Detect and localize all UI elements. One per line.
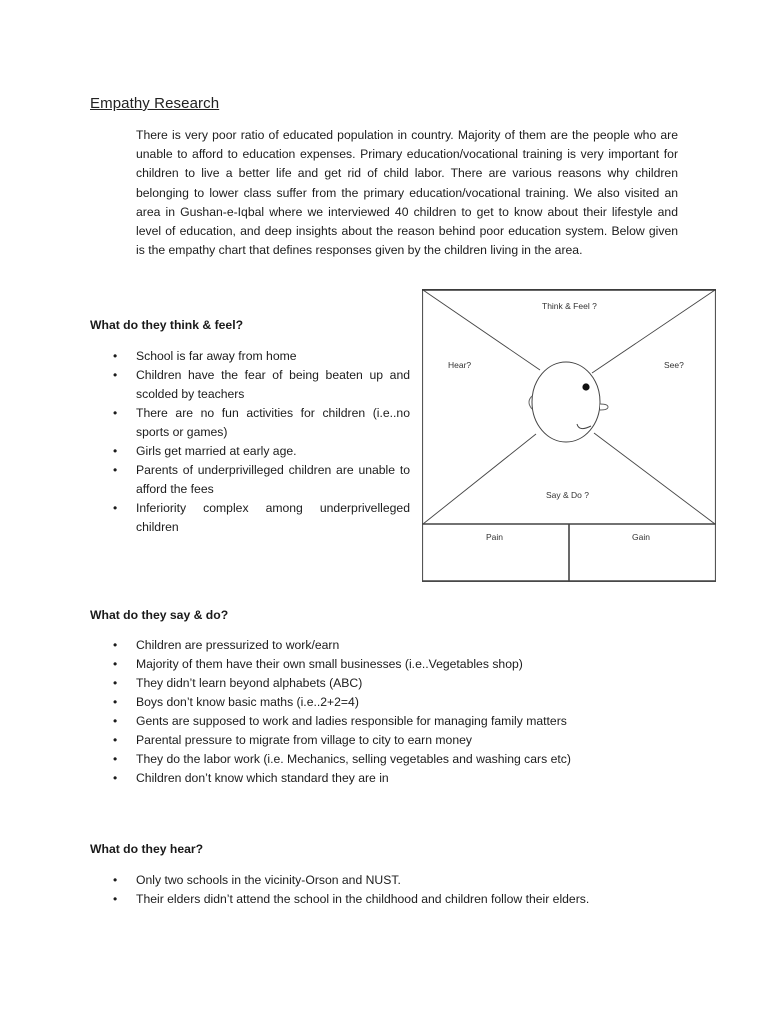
list-item (0, 636, 700, 655)
list-item-text: Children have the fear of being beaten up and scolded by teachers (136, 368, 410, 401)
list-item-text: Children are pressurized to work/earn (136, 638, 340, 652)
list-item (0, 731, 700, 750)
list-item (0, 442, 410, 461)
heading-think-feel: What do they think & feel? (90, 318, 244, 332)
list-item-text: They do the labor work (i.e. Mechanics, selling vegetables and washing cars etc) (136, 752, 571, 766)
bullet-icon: • (113, 771, 118, 785)
list-item-text: Parental pressure to migrate from village to city to earn money (136, 733, 472, 747)
list-item-text: School is far away from home (136, 349, 297, 363)
bullet-icon: • (113, 406, 118, 420)
label-gain: Gain (632, 532, 650, 542)
document-title: Empathy Research (90, 95, 220, 112)
bullet-icon: • (113, 444, 118, 458)
bullet-icon: • (113, 752, 118, 766)
label-pain: Pain (486, 532, 504, 542)
list-item-text: Only two schools in the vicinity-Orson and NUST. (136, 873, 401, 887)
list-item (0, 712, 700, 731)
list-item (0, 871, 700, 890)
list-item-text: Boys don’t know basic maths (i.e..2+2=4) (136, 695, 359, 709)
list-item-text: Gents are supposed to work and ladies responsible for managing family matters (136, 714, 567, 728)
list-item (0, 655, 700, 674)
empathy-map-lines (422, 289, 716, 582)
list-item (0, 693, 700, 712)
list-item-text: Their elders didn’t attend the school in the childhood and children follow their elders. (136, 892, 590, 906)
bullet-icon: • (113, 657, 118, 671)
list-item-text: Girls get married at early age. (136, 444, 297, 458)
list-item (0, 769, 700, 788)
intro-paragraph: There is very poor ratio of educated population in country. Majority of them are the people who are unable to afford to education expenses. Primary education/vocational training is very important for children to live a better life and get rid of child labor. There are various reasons why children belonging to lower class suffer from the primary education/vocational training. We also visited an area in Gushan-e-Iqbal where we interviewed 40 children to get to know about their lifestyle and level of education, and deep insights about the reason behind poor education system. Below given is the empathy chart that defines responses given by the children living in the area. (136, 128, 678, 258)
label-see: See? (664, 360, 684, 370)
bullet-icon: • (113, 695, 118, 709)
label-think-feel: Think & Feel ? (542, 301, 597, 311)
list-item (0, 347, 410, 366)
label-hear: Hear? (448, 360, 472, 370)
list-item-text: There are no fun activities for children (i.e..no sports or games) (136, 406, 410, 439)
bullet-icon: • (113, 733, 118, 747)
list-item-text: Parents of underprivilleged children are unable to afford the fees (136, 463, 410, 496)
bullet-icon: • (113, 892, 118, 906)
list-item-text: Children don’t know which standard they are in (136, 771, 389, 785)
bullet-icon: • (113, 638, 118, 652)
list-item (0, 404, 410, 442)
empathy-map-diagram (422, 289, 716, 582)
bullet-icon: • (113, 873, 118, 887)
bullet-icon: • (113, 463, 118, 477)
bullet-icon: • (113, 368, 118, 382)
hear-list (0, 871, 700, 909)
list-item (0, 750, 700, 769)
list-item-text: They didn’t learn beyond alphabets (ABC) (136, 676, 363, 690)
list-item (0, 674, 700, 693)
list-item (0, 461, 410, 499)
label-say-do: Say & Do ? (546, 490, 589, 500)
list-item (0, 890, 700, 909)
bullet-icon: • (113, 349, 118, 363)
list-item (0, 499, 410, 537)
heading-say-do: What do they say & do? (90, 608, 229, 622)
list-item-text: Majority of them have their own small businesses (i.e..Vegetables shop) (136, 657, 523, 671)
list-item (0, 366, 410, 404)
say-do-list (0, 636, 700, 788)
heading-hear: What do they hear? (90, 842, 204, 856)
bullet-icon: • (113, 501, 118, 515)
bullet-icon: • (113, 714, 118, 728)
think-feel-list (0, 347, 410, 537)
list-item-text: Inferiority complex among underprivelleged children (136, 501, 410, 534)
bullet-icon: • (113, 676, 118, 690)
